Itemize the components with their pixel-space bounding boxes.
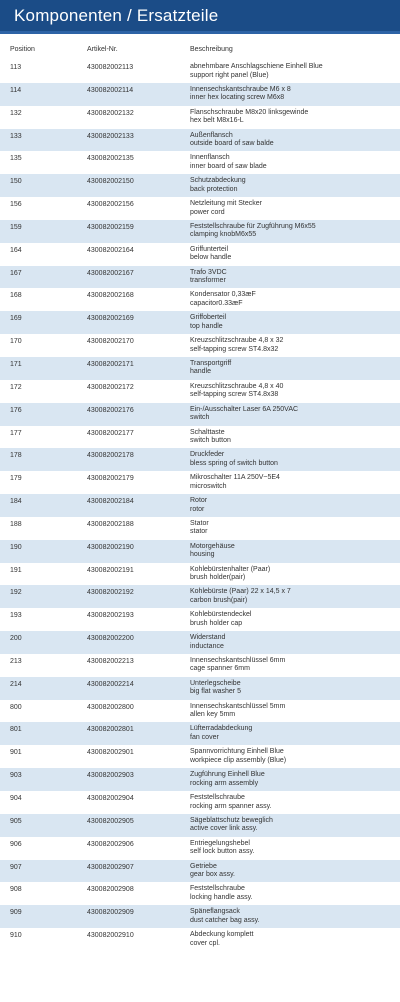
table-row xyxy=(0,426,400,449)
article-number-cell: 430082002908 xyxy=(87,886,134,894)
table-row xyxy=(0,585,400,608)
description-cell xyxy=(190,63,323,80)
description-german: Kondensator 0,33æF xyxy=(190,291,256,299)
description-german: Zugführung Einhell Blue xyxy=(190,771,265,779)
description-cell xyxy=(190,908,260,925)
description-english: locking handle assy. xyxy=(190,893,253,901)
position-cell: 177 xyxy=(10,429,22,437)
article-number-cell: 430082002906 xyxy=(87,840,134,848)
table-row xyxy=(0,174,400,197)
description-english: bless spring of switch button xyxy=(190,459,278,467)
description-english: brush holder cap xyxy=(190,619,243,627)
description-cell xyxy=(190,406,298,423)
table-row xyxy=(0,494,400,517)
article-number-cell: 430082002172 xyxy=(87,383,134,391)
position-cell: 800 xyxy=(10,703,22,711)
description-cell xyxy=(190,885,253,902)
description-cell xyxy=(190,771,265,788)
description-english: inductance xyxy=(190,642,224,650)
description-cell xyxy=(190,634,225,651)
description-english: rocking arm assembly xyxy=(190,779,259,787)
article-number-cell: 430082002168 xyxy=(87,292,134,300)
article-number-cell: 430082002179 xyxy=(87,475,134,483)
description-german: Trafo 3VDC xyxy=(190,268,227,276)
description-german: Entriegelungshebel xyxy=(190,839,250,847)
table-row xyxy=(0,197,400,220)
description-cell xyxy=(190,154,267,171)
table-row xyxy=(0,83,400,106)
article-number-cell: 430082002214 xyxy=(87,680,134,688)
description-german: Unterlegscheibe xyxy=(190,679,241,687)
table-row xyxy=(0,106,400,129)
description-cell xyxy=(190,657,285,674)
table-row xyxy=(0,471,400,494)
position-cell: 909 xyxy=(10,909,22,917)
description-german: Mikroschalter 11A 250V~5E4 xyxy=(190,474,280,482)
description-german: Schutzabdeckung xyxy=(190,177,246,185)
position-cell: 907 xyxy=(10,863,22,871)
description-english: housing xyxy=(190,551,215,559)
description-english: support right panel (Blue) xyxy=(190,71,269,79)
table-row xyxy=(0,448,400,471)
table-row xyxy=(0,334,400,357)
description-german: Rotor xyxy=(190,497,208,505)
description-german: Innensechskantschlüssel 5mm xyxy=(190,702,286,710)
description-english: fan cover xyxy=(190,733,219,741)
article-number-cell: 430082002801 xyxy=(87,726,134,734)
parts-table xyxy=(0,60,400,951)
position-cell: 176 xyxy=(10,406,22,414)
position-cell: 200 xyxy=(10,635,22,643)
description-english: switch button xyxy=(190,437,231,444)
table-row xyxy=(0,768,400,791)
table-row xyxy=(0,722,400,745)
article-number-cell: 430082002170 xyxy=(87,338,134,346)
article-number-cell: 430082002905 xyxy=(87,817,134,825)
description-german: Spannvorrichtung Einhell Blue xyxy=(190,748,284,756)
description-german: Stator xyxy=(190,519,209,527)
position-cell: 193 xyxy=(10,612,22,620)
table-row xyxy=(0,540,400,563)
table-row xyxy=(0,905,400,928)
article-number-cell: 430082002167 xyxy=(87,269,134,277)
article-number-cell: 430082002904 xyxy=(87,795,134,802)
position-cell: 171 xyxy=(10,360,22,368)
position-cell: 903 xyxy=(10,772,22,780)
description-cell xyxy=(190,840,254,857)
column-header-description: Beschreibung xyxy=(190,46,233,53)
description-cell xyxy=(190,383,283,400)
description-english: microswitch xyxy=(190,482,227,490)
description-german: Kreuzschlitzschraube 4,8 x 32 xyxy=(190,337,284,345)
column-headers xyxy=(0,44,400,58)
position-cell: 167 xyxy=(10,269,22,277)
table-row xyxy=(0,403,400,426)
position-cell: 910 xyxy=(10,932,22,940)
article-number-cell: 430082002164 xyxy=(87,246,134,254)
description-cell xyxy=(190,337,283,354)
description-german: Innenflansch xyxy=(190,154,230,162)
description-german: Späneflangsack xyxy=(190,908,240,916)
position-cell: 150 xyxy=(10,178,22,186)
description-cell xyxy=(190,360,231,377)
description-english: transformer xyxy=(190,277,226,285)
description-german: Ein-/Ausschalter Laser 6A 250VAC xyxy=(190,405,299,413)
description-english: rotor xyxy=(190,505,205,513)
description-cell xyxy=(190,291,256,308)
description-cell xyxy=(190,314,226,331)
description-english: self-tapping screw ST4.8x32 xyxy=(190,345,279,353)
table-row xyxy=(0,814,400,837)
description-cell xyxy=(190,817,273,834)
article-number-cell: 430082002169 xyxy=(87,315,134,323)
description-english: capacitor0.33æF xyxy=(190,299,243,307)
position-cell: 904 xyxy=(10,795,22,802)
position-cell: 191 xyxy=(10,566,22,574)
description-cell xyxy=(190,86,291,103)
table-row xyxy=(0,311,400,334)
article-number-cell: 430082002193 xyxy=(87,612,134,620)
description-german: Innensechskantschlüssel 6mm xyxy=(190,656,286,664)
column-header-article: Artikel-Nr. xyxy=(87,46,118,53)
description-cell xyxy=(190,109,308,126)
description-cell xyxy=(190,748,286,765)
description-cell xyxy=(190,520,209,537)
description-english: clamping knobM6x55 xyxy=(190,231,257,239)
description-cell xyxy=(190,611,252,628)
article-number-cell: 430082002159 xyxy=(87,223,134,231)
header-divider xyxy=(0,31,400,34)
position-cell: 172 xyxy=(10,383,22,391)
table-row xyxy=(0,517,400,540)
table-row xyxy=(0,860,400,883)
description-cell xyxy=(190,543,235,560)
description-german: Abdeckung komplett xyxy=(190,931,254,939)
position-cell: 184 xyxy=(10,498,22,506)
column-header-position: Position xyxy=(10,46,35,53)
description-english: power cord xyxy=(190,208,225,216)
table-row xyxy=(0,151,400,174)
article-number-cell: 430082002910 xyxy=(87,932,134,940)
article-number-cell: 430082002192 xyxy=(87,589,134,597)
description-english: cage spanner 6mm xyxy=(190,665,250,673)
description-cell xyxy=(190,246,231,263)
description-english: self-tapping screw ST4.8x38 xyxy=(190,391,279,399)
description-german: Außenflansch xyxy=(190,131,233,139)
table-row xyxy=(0,288,400,311)
description-german: Flanschschraube M8x20 linksgewinde xyxy=(190,108,309,116)
position-cell: 133 xyxy=(10,132,22,140)
description-cell xyxy=(190,451,278,468)
position-cell: 164 xyxy=(10,246,22,254)
description-german: Feststellschraube für Zugführung M6x55 xyxy=(190,222,316,230)
article-number-cell: 430082002213 xyxy=(87,657,134,665)
article-number-cell: 430082002191 xyxy=(87,566,134,574)
table-row xyxy=(0,129,400,152)
description-german: Getriebe xyxy=(190,862,217,870)
description-english: handle xyxy=(190,368,212,376)
description-english: top handle xyxy=(190,322,223,330)
description-cell xyxy=(190,177,246,194)
description-cell xyxy=(190,132,274,149)
description-english: back protection xyxy=(190,185,238,193)
article-number-cell: 430082002176 xyxy=(87,406,134,414)
article-number-cell: 430082002188 xyxy=(87,520,134,528)
table-row xyxy=(0,882,400,905)
table-row xyxy=(0,700,400,723)
description-german: Kreuzschlitzschraube 4,8 x 40 xyxy=(190,382,284,390)
table-row xyxy=(0,220,400,243)
article-number-cell: 430082002903 xyxy=(87,772,134,780)
description-cell xyxy=(190,566,270,583)
description-english: big flat washer 5 xyxy=(190,688,241,696)
description-english: gear box assy. xyxy=(190,871,236,879)
description-german: Feststellschraube xyxy=(190,885,245,893)
description-english: cover cpl. xyxy=(190,939,220,947)
table-row xyxy=(0,654,400,677)
description-cell xyxy=(190,223,316,240)
description-english: carbon brush(pair) xyxy=(190,596,248,604)
description-german: Netzleitung mit Stecker xyxy=(190,200,262,208)
position-cell: 905 xyxy=(10,817,22,825)
description-german: Kohlebürstenhalter (Paar) xyxy=(190,565,271,573)
description-cell xyxy=(190,429,231,446)
description-english: stator xyxy=(190,528,208,536)
position-cell: 213 xyxy=(10,657,22,665)
description-english: active cover link assy. xyxy=(190,825,258,833)
table-row xyxy=(0,563,400,586)
description-cell xyxy=(190,703,285,720)
description-cell xyxy=(190,269,227,286)
description-english: allen key 5mm xyxy=(190,711,236,719)
table-row xyxy=(0,745,400,768)
position-cell: 114 xyxy=(10,86,22,94)
description-german: Feststellschraube xyxy=(190,794,245,801)
article-number-cell: 430082002132 xyxy=(87,109,134,117)
description-german: Griffoberteil xyxy=(190,314,227,322)
description-cell xyxy=(190,474,280,491)
article-number-cell: 430082002800 xyxy=(87,703,134,711)
article-number-cell: 430082002114 xyxy=(87,86,134,94)
description-cell xyxy=(190,794,272,811)
article-number-cell: 430082002190 xyxy=(87,543,134,551)
position-cell: 906 xyxy=(10,840,22,848)
table-row xyxy=(0,837,400,860)
description-english: hex belt M8x16-L xyxy=(190,117,244,125)
position-cell: 113 xyxy=(10,64,22,71)
article-number-cell: 430082002901 xyxy=(87,749,134,757)
description-english: workpiece clip assembly (Blue) xyxy=(190,756,287,764)
position-cell: 801 xyxy=(10,726,22,734)
description-english: outside board of saw balde xyxy=(190,140,274,148)
description-german: Sägeblattschutz beweglich xyxy=(190,816,273,824)
article-number-cell: 430082002150 xyxy=(87,178,134,186)
article-number-cell: 430082002200 xyxy=(87,635,134,643)
article-number-cell: 430082002177 xyxy=(87,429,134,437)
position-cell: 135 xyxy=(10,155,22,163)
article-number-cell: 430082002171 xyxy=(87,360,134,368)
article-number-cell: 430082002133 xyxy=(87,132,134,140)
position-cell: 170 xyxy=(10,338,22,346)
description-german: Lüfterradabdeckung xyxy=(190,725,253,733)
table-row xyxy=(0,677,400,700)
table-row xyxy=(0,608,400,631)
table-row xyxy=(0,928,400,951)
position-cell: 901 xyxy=(10,749,22,757)
position-cell: 179 xyxy=(10,475,22,483)
position-cell: 159 xyxy=(10,223,22,231)
description-german: Innensechskantschraube M6 x 8 xyxy=(190,85,291,93)
article-number-cell: 430082002113 xyxy=(87,64,134,71)
article-number-cell: 430082002909 xyxy=(87,909,134,917)
description-german: Widerstand xyxy=(190,634,226,642)
position-cell: 190 xyxy=(10,543,22,551)
description-english: below handle xyxy=(190,254,232,262)
description-english: brush holder(pair) xyxy=(190,574,246,582)
table-row xyxy=(0,631,400,654)
description-cell xyxy=(190,931,253,948)
page-title: Komponenten / Ersatzteile xyxy=(0,0,400,31)
table-row xyxy=(0,266,400,289)
description-german: abnehmbare Anschlagschiene Einhell Blue xyxy=(190,63,323,70)
description-english: rocking arm spanner assy. xyxy=(190,802,272,810)
position-cell: 908 xyxy=(10,886,22,894)
description-german: Druckfeder xyxy=(190,451,225,459)
description-english: inner hex locating screw M6x8 xyxy=(190,94,285,102)
description-cell xyxy=(190,680,241,697)
description-cell xyxy=(190,200,262,217)
description-english: switch xyxy=(190,414,210,422)
table-row xyxy=(0,60,400,83)
table-row xyxy=(0,243,400,266)
table-row xyxy=(0,380,400,403)
position-cell: 178 xyxy=(10,452,22,460)
description-cell xyxy=(190,497,207,514)
description-cell xyxy=(190,588,291,605)
description-german: Kohlebürstendeckel xyxy=(190,611,252,619)
position-cell: 132 xyxy=(10,109,22,117)
position-cell: 188 xyxy=(10,520,22,528)
description-german: Motorgehäuse xyxy=(190,542,235,550)
position-cell: 192 xyxy=(10,589,22,597)
table-row xyxy=(0,791,400,814)
description-cell xyxy=(190,725,252,742)
article-number-cell: 430082002907 xyxy=(87,863,134,871)
description-english: inner board of saw blade xyxy=(190,162,267,170)
article-number-cell: 430082002135 xyxy=(87,155,134,163)
position-cell: 168 xyxy=(10,292,22,300)
article-number-cell: 430082002156 xyxy=(87,201,134,209)
position-cell: 169 xyxy=(10,315,22,323)
description-german: Schalttaste xyxy=(190,428,225,436)
article-number-cell: 430082002184 xyxy=(87,498,134,506)
description-english: self lock button assy. xyxy=(190,848,255,856)
article-number-cell: 430082002178 xyxy=(87,452,134,460)
position-cell: 214 xyxy=(10,680,22,688)
description-cell xyxy=(190,863,235,880)
description-german: Transportgriff xyxy=(190,359,232,367)
description-german: Kohlebürste (Paar) 22 x 14,5 x 7 xyxy=(190,588,291,596)
description-german: Griffunterteil xyxy=(190,245,228,253)
table-row xyxy=(0,357,400,380)
position-cell: 156 xyxy=(10,201,22,209)
description-english: dust catcher bag assy. xyxy=(190,916,260,924)
